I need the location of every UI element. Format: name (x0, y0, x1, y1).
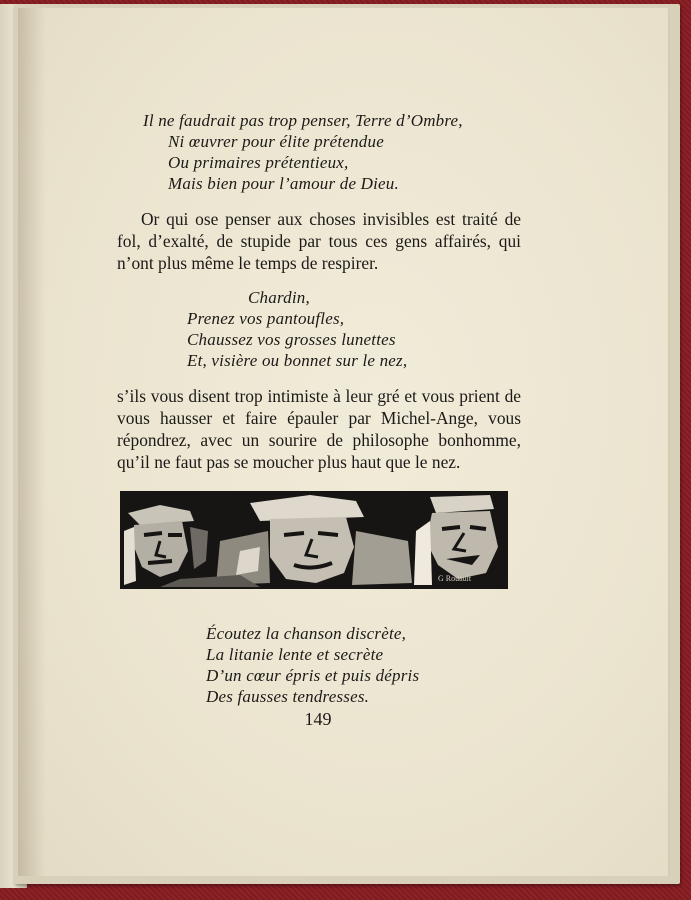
stanza-3 (206, 623, 419, 707)
verse-line: Chaussez vos grosses lunettes (187, 330, 396, 349)
verse-line: Écoutez la chanson discrète, (206, 624, 407, 643)
verse-line: La litanie lente et secrète (206, 645, 384, 664)
verse-line: Des fausses tendresses. (206, 687, 370, 706)
gutter-shadow (18, 8, 46, 876)
paragraph-1: Or qui ose penser aux choses invisibles est traité de fol, d’exalté, de stupide par tous ces gens affairés, qui n’ont plus même le temps de respirer. (117, 209, 521, 273)
verse-line: Ou primaires prétentieux, (168, 153, 349, 172)
verse-line: Il ne faudrait pas trop penser, Terre d’Ombre, (143, 111, 463, 130)
page-number: 149 (304, 709, 332, 729)
woodcut-illustration (120, 491, 508, 589)
verse-line: Chardin, (248, 288, 310, 307)
verse-line: Prenez vos pantoufles, (187, 309, 345, 328)
verse-line: Et, visière ou bonnet sur le nez, (187, 351, 408, 370)
stanza-1 (143, 110, 463, 194)
stanza-2 (187, 287, 407, 371)
verse-line: Ni œuvrer pour élite prétendue (168, 132, 384, 151)
woodcut-signature: G Rouault (438, 574, 472, 583)
verse-line: D’un cœur épris et puis dépris (206, 666, 420, 685)
paragraph-2: s’ils vous disent trop intimiste à leur gré et vous prient de vous hausser et faire épauler par Michel-Ange, vous répondrez, avec un sourire de philosophe bonhomme, qu’il ne faut pas se moucher plus haut que le nez. (117, 386, 521, 472)
verse-line: Mais bien pour l’amour de Dieu. (168, 174, 399, 193)
